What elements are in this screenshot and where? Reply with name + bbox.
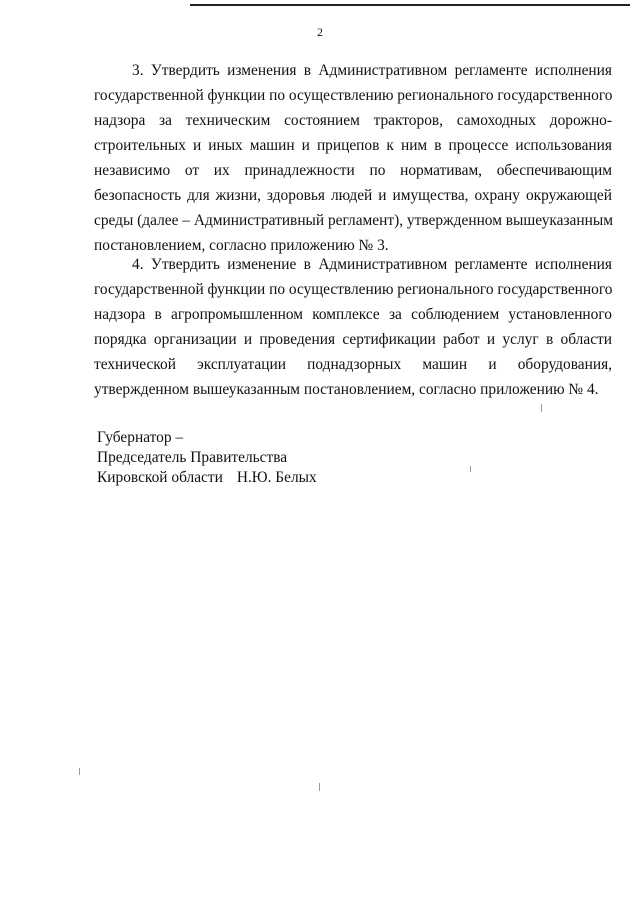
signature-title-line-3 xyxy=(97,468,317,488)
scan-speck xyxy=(319,783,320,791)
signature-region: Кировской области xyxy=(97,469,223,486)
paragraph-line: технической эксплуатации поднадзорных машин и оборудования, xyxy=(94,356,612,373)
paragraph-line: утвержденном вышеуказанным постановлением, согласно приложению № 4. xyxy=(94,381,599,398)
paragraph-line: порядка организации и проведения сертификации работ и услуг в области xyxy=(94,331,612,348)
paragraph-line: независимо от их принадлежности по нормативам, обеспечивающим xyxy=(94,162,612,179)
paragraph-line: государственной функции по осуществлению регионального государственного xyxy=(94,87,613,104)
paragraph-item-4 xyxy=(94,252,612,402)
top-rule xyxy=(190,4,630,6)
scan-speck xyxy=(470,466,471,472)
paragraph-line: постановлением, согласно приложению № 3. xyxy=(94,237,389,254)
paragraph-line: строительных и иных машин и прицепов к ним в процессе использования xyxy=(94,137,612,154)
signature-title-line-1: Губернатор – xyxy=(97,429,184,446)
signature-title-line-2: Председатель Правительства xyxy=(97,449,288,466)
paragraph-line: 3. Утвердить изменения в Административном регламенте исполнения xyxy=(132,62,612,79)
paragraph-line: безопасность для жизни, здоровья людей и имущества, охрану окружающей xyxy=(94,187,612,204)
paragraph-line: государственной функции по осуществлению регионального государственного xyxy=(94,281,613,298)
signature-block xyxy=(97,428,317,488)
scan-speck xyxy=(79,768,80,775)
page-number: 2 xyxy=(317,25,323,39)
scan-speck xyxy=(541,404,542,412)
signatory-name: Н.Ю. Белых xyxy=(236,469,317,486)
paragraph-item-3 xyxy=(94,58,612,258)
paragraph-line: надзора за техническим состоянием тракторов, самоходных дорожно- xyxy=(94,112,612,129)
paragraph-line: надзора в агропромышленном комплексе за соблюдением установленного xyxy=(94,306,612,323)
paragraph-line: 4. Утвердить изменение в Административном регламенте исполнения xyxy=(132,256,612,273)
paragraph-line: среды (далее – Административный регламент), утвержденном вышеуказанным xyxy=(94,212,613,229)
